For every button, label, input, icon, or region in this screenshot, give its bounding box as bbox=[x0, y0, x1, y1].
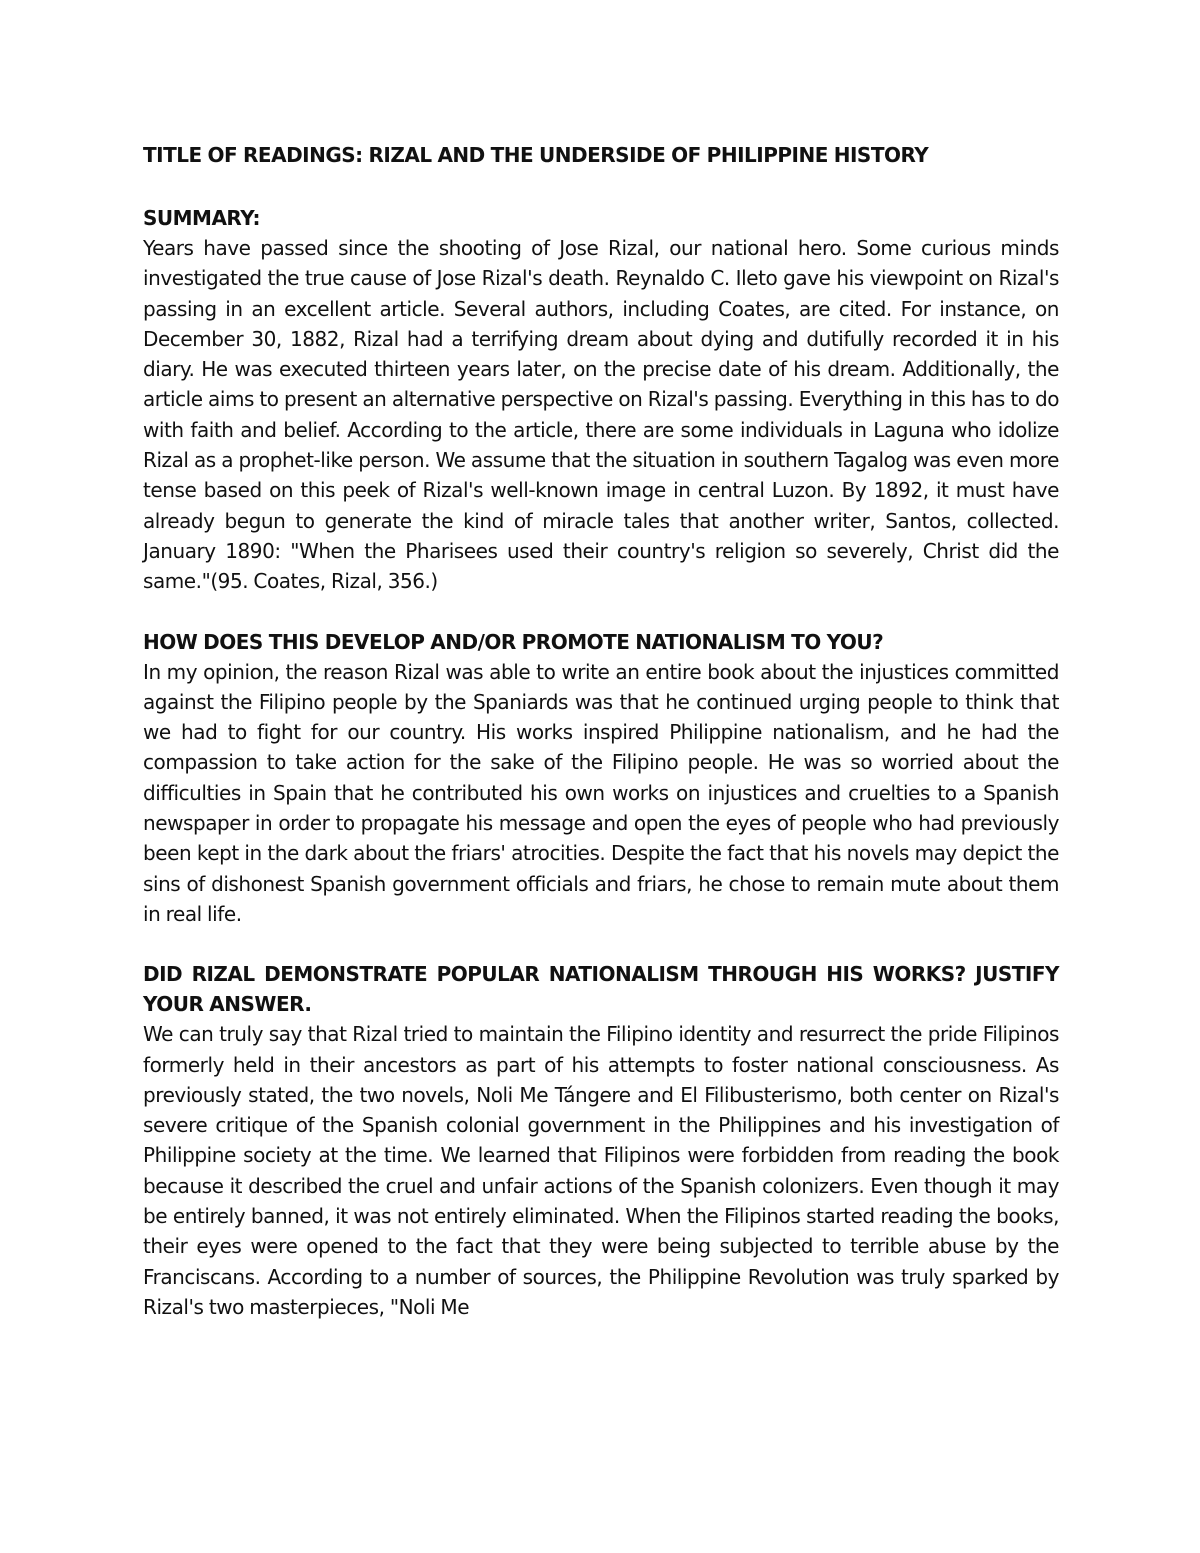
spacer bbox=[143, 170, 1059, 203]
nationalism-body: In my opinion, the reason Rizal was able to write an entire book about the injustices committed against the Filipino people by the Spaniards was that he continued urging people to think that we had to fight for our country. His works inspired Philippine nationalism, and he had the compassion to take action for the sake of the Filipino people. He was so worried about the difficulties in Spain that he contributed his own works on injustices and cruelties to a Spanish newspaper in order to propagate his message and open the eyes of people who had previously been kept in the dark about the friars' atrocities. Despite the fact that his novels may depict the sins of dishonest Spanish government officials and friars, he chose to remain mute about them in real life. bbox=[143, 659, 1059, 926]
nationalism-heading: HOW DOES THIS DEVELOP AND/OR PROMOTE NATIONALISM TO YOU? bbox=[143, 629, 884, 654]
spacer bbox=[143, 929, 1059, 959]
document-title: TITLE OF READINGS: RIZAL AND THE UNDERSIDE OF PHILIPPINE HISTORY bbox=[143, 143, 929, 167]
document-content bbox=[143, 140, 1059, 1322]
summary-section bbox=[143, 203, 1059, 597]
popular-nationalism-section bbox=[143, 959, 1059, 1322]
spacer bbox=[143, 597, 1059, 627]
summary-body: Years have passed since the shooting of Jose Rizal, our national hero. Some curious minds investigated the true cause of Jose Rizal's death. Reynaldo C. Ileto gave his viewpoint on Rizal's passing in an excellent article. Several authors, including Coates, are cited. For instance, on December 30, 1882, Rizal had a terrifying dream about dying and dutifully recorded it in his diary. He was executed thirteen years later, on the precise date of his dream. Additionally, the article aims to present an alternative perspective on Rizal's passing. Everything in this has to do with faith and belief. According to the article, there are some individuals in Laguna who idolize Rizal as a prophet-like person. We assume that the situation in southern Tagalog was even more tense based on this peek of Rizal's well-known image in central Luzon. By 1892, it must have already begun to generate the kind of miracle tales that another writer, Santos, collected. January 1890: "When the Pharisees used their country's religion so severely, Christ did the same."(95. Coates, Rizal, 356.) bbox=[143, 236, 1059, 594]
popular-nationalism-body: We can truly say that Rizal tried to maintain the Filipino identity and resurrect the pride Filipinos formerly held in their ancestors as part of his attempts to foster national consciousness. As previously stated, the two novels, Noli Me Tángere and El Filibusterismo, both center on Rizal's severe critique of the Spanish colonial government in the Philippines and his investigation of Philippine society at the time. We learned that Filipinos were forbidden from reading the book because it described the cruel and unfair actions of the Spanish colonizers. Even though it may be entirely banned, it was not entirely eliminated. When the Filipinos started reading the books, their eyes were opened to the fact that they were being subjected to terrible abuse by the Franciscans. According to a number of sources, the Philippine Revolution was truly sparked by Rizal's two masterpieces, "Noli Me bbox=[143, 1022, 1059, 1319]
summary-heading: SUMMARY: bbox=[143, 206, 260, 230]
nationalism-section bbox=[143, 627, 1059, 930]
popular-nationalism-heading: DID RIZAL DEMONSTRATE POPULAR NATIONALISM THROUGH HIS WORKS? JUSTIFY YOUR ANSWER. bbox=[143, 962, 1059, 1017]
